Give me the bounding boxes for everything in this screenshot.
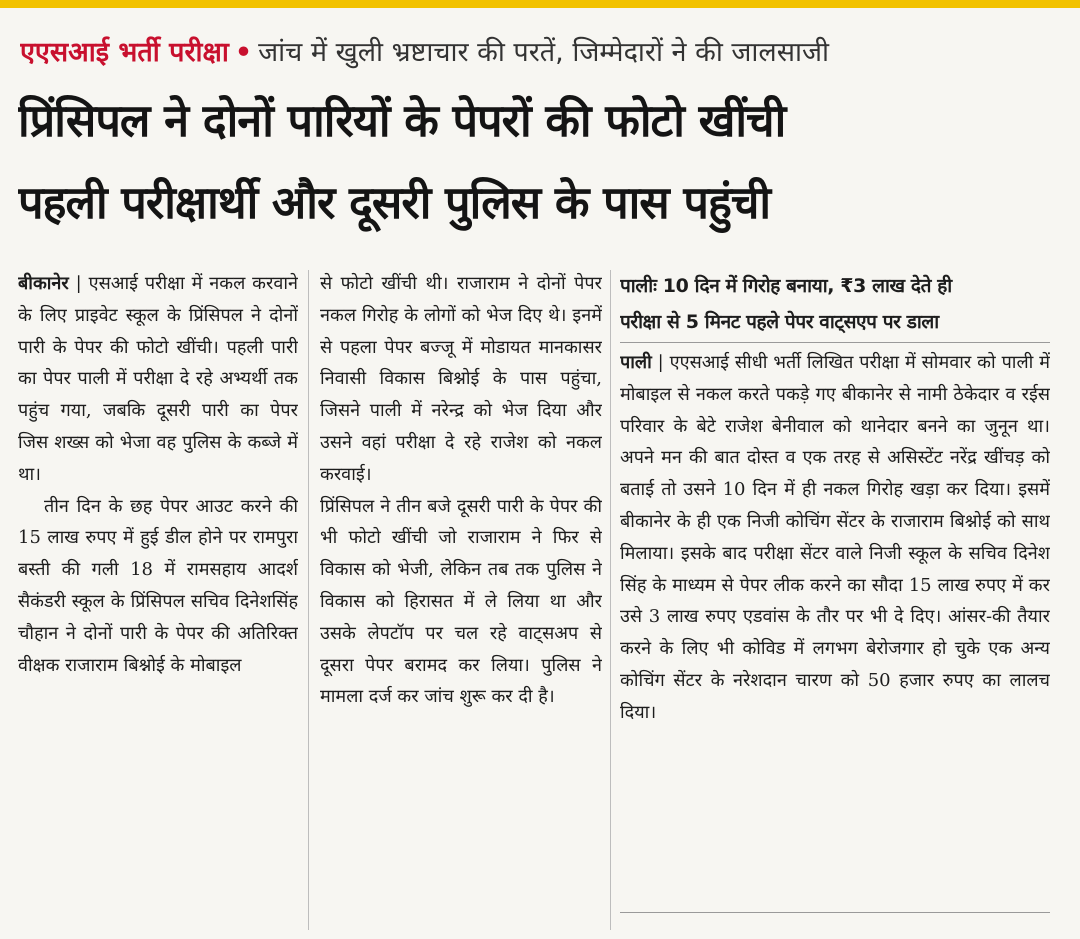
story-column-3 [620,268,1050,930]
headline-line-2: पहली परीक्षार्थी और दूसरी पुलिस के पास पहुंची [18,176,771,229]
story-column-1 [18,268,298,930]
body-text: एएसआई सीधी भर्ती लिखित परीक्षा में सोमवार को पाली में मोबाइल से नकल करते पकड़े गए बीकानेर से नामी ठेकेदार व रईस परिवार के बेटे राजेश बेनीवाल को थानेदार बनने का जुनून था। अपने मन की बात दोस्त व एक तरह से असिस्टेंट नरेंद्र खींचड़ को बताई तो उसने 10 दिन में ही नकल गिरोह खड़ा कर दिया। इसमें बीकानेर के ही एक निजी कोचिंग सेंटर के राजाराम बिश्नोई को साथ मिलाया। इसके बाद परीक्षा सेंटर वाले निजी स्कूल के सचिव दिनेश सिंह के माध्यम से पेपर लीक करने का सौदा 15 लाख रुपए में कर उसे 3 लाख रुपए एडवांस के तौर पर भी दे दिए। आंसर-की तैयार करने के लिए भी कोविड में लगभग बेरोजगार हो चुके एक अन्य कोचिंग सेंटर के नरेशदान चारण को 50 हजार रुपए का लालच दिया। [620,352,1050,723]
story-paragraph: से फोटो खींची थी। राजाराम ने दोनों पेपर नकल गिरोह के लोगों को भेज दिए थे। इनमें से पहला पेपर बज्जू में मोडायत मानकासर निवासी विकास बिश्नोई के पास पहुंचा, जिसने पाली में नरेन्द्र को भेज दिया और उसने वहां परीक्षा दे रहे राजेश को नकल करवाई। [320,273,602,485]
headline [18,80,1063,244]
story-paragraph: प्रिंसिपल ने तीन बजे दूसरी पारी के पेपर की भी फोटो खींची जो राजाराम ने फिर से विकास को भेजी, लेकिन तब तक पुलिस ने विकास को हिरासत में ले लिया था और उसके लेपटॉप पर चल रहे वाट्सअप से दूसरा पेपर बरामद कर लिया। पुलिस ने मामला दर्ज कर जांच शुरू कर दी है। [320,495,602,708]
dateline-bikaner: बीकानेर [18,273,69,294]
kicker-bullet: • [234,37,253,68]
story-body [620,347,1050,729]
story-lead [18,268,298,491]
subhead-line-2: परीक्षा से 5 मिनट पहले पेपर वाट्सएप पर डाला [620,311,939,333]
kicker-label: एएसआई भर्ती परीक्षा [20,37,229,68]
lead-text: एसआई परीक्षा में नकल करवाने के लिए प्राइवेट स्कूल के प्रिंसिपल ने दोनों पारी के पेपर की फोटो खींची। पहली पारी का पेपर पाली में परीक्षा दे रहे अभ्यर्थी तक पहुंच गया, जबकि दूसरी पारी का पेपर जिस शख्स को भेजा वह पुलिस के कब्जे में था। [18,273,298,485]
dateline-separator: | [68,273,89,294]
dateline-pali: पाली [620,352,652,373]
top-color-band [0,0,1080,8]
bottom-rule [620,912,1050,913]
dateline-separator: | [651,352,670,373]
headline-line-1: प्रिंसिपल ने दोनों पारियों के पेपरों की फोटो खींची [18,94,786,147]
kicker-line [20,30,1070,76]
kicker-text: जांच में खुली भ्रष्टाचार की परतें, जिम्मेदारों ने की जालसाजी [258,37,830,68]
subhead-line-1: पालीः 10 दिन में गिरोह बनाया, ₹3 लाख देते ही [620,275,952,297]
story-column-2 [320,268,602,930]
column-divider [308,270,309,930]
column-divider [610,270,611,930]
story-paragraph: तीन दिन के छह पेपर आउट करने की 15 लाख रुपए में हुई डील होने पर रामपुरा बस्ती की गली 18 में रामसहाय आदर्श सैकंडरी स्कूल के प्रिंसिपल सचिव दिनेशसिंह चौहान ने दोनों पारी के पेपर की अतिरिक्त वीक्षक राजाराम बिश्नोई के मोबाइल [18,495,298,676]
subhead-rule [620,342,1050,343]
